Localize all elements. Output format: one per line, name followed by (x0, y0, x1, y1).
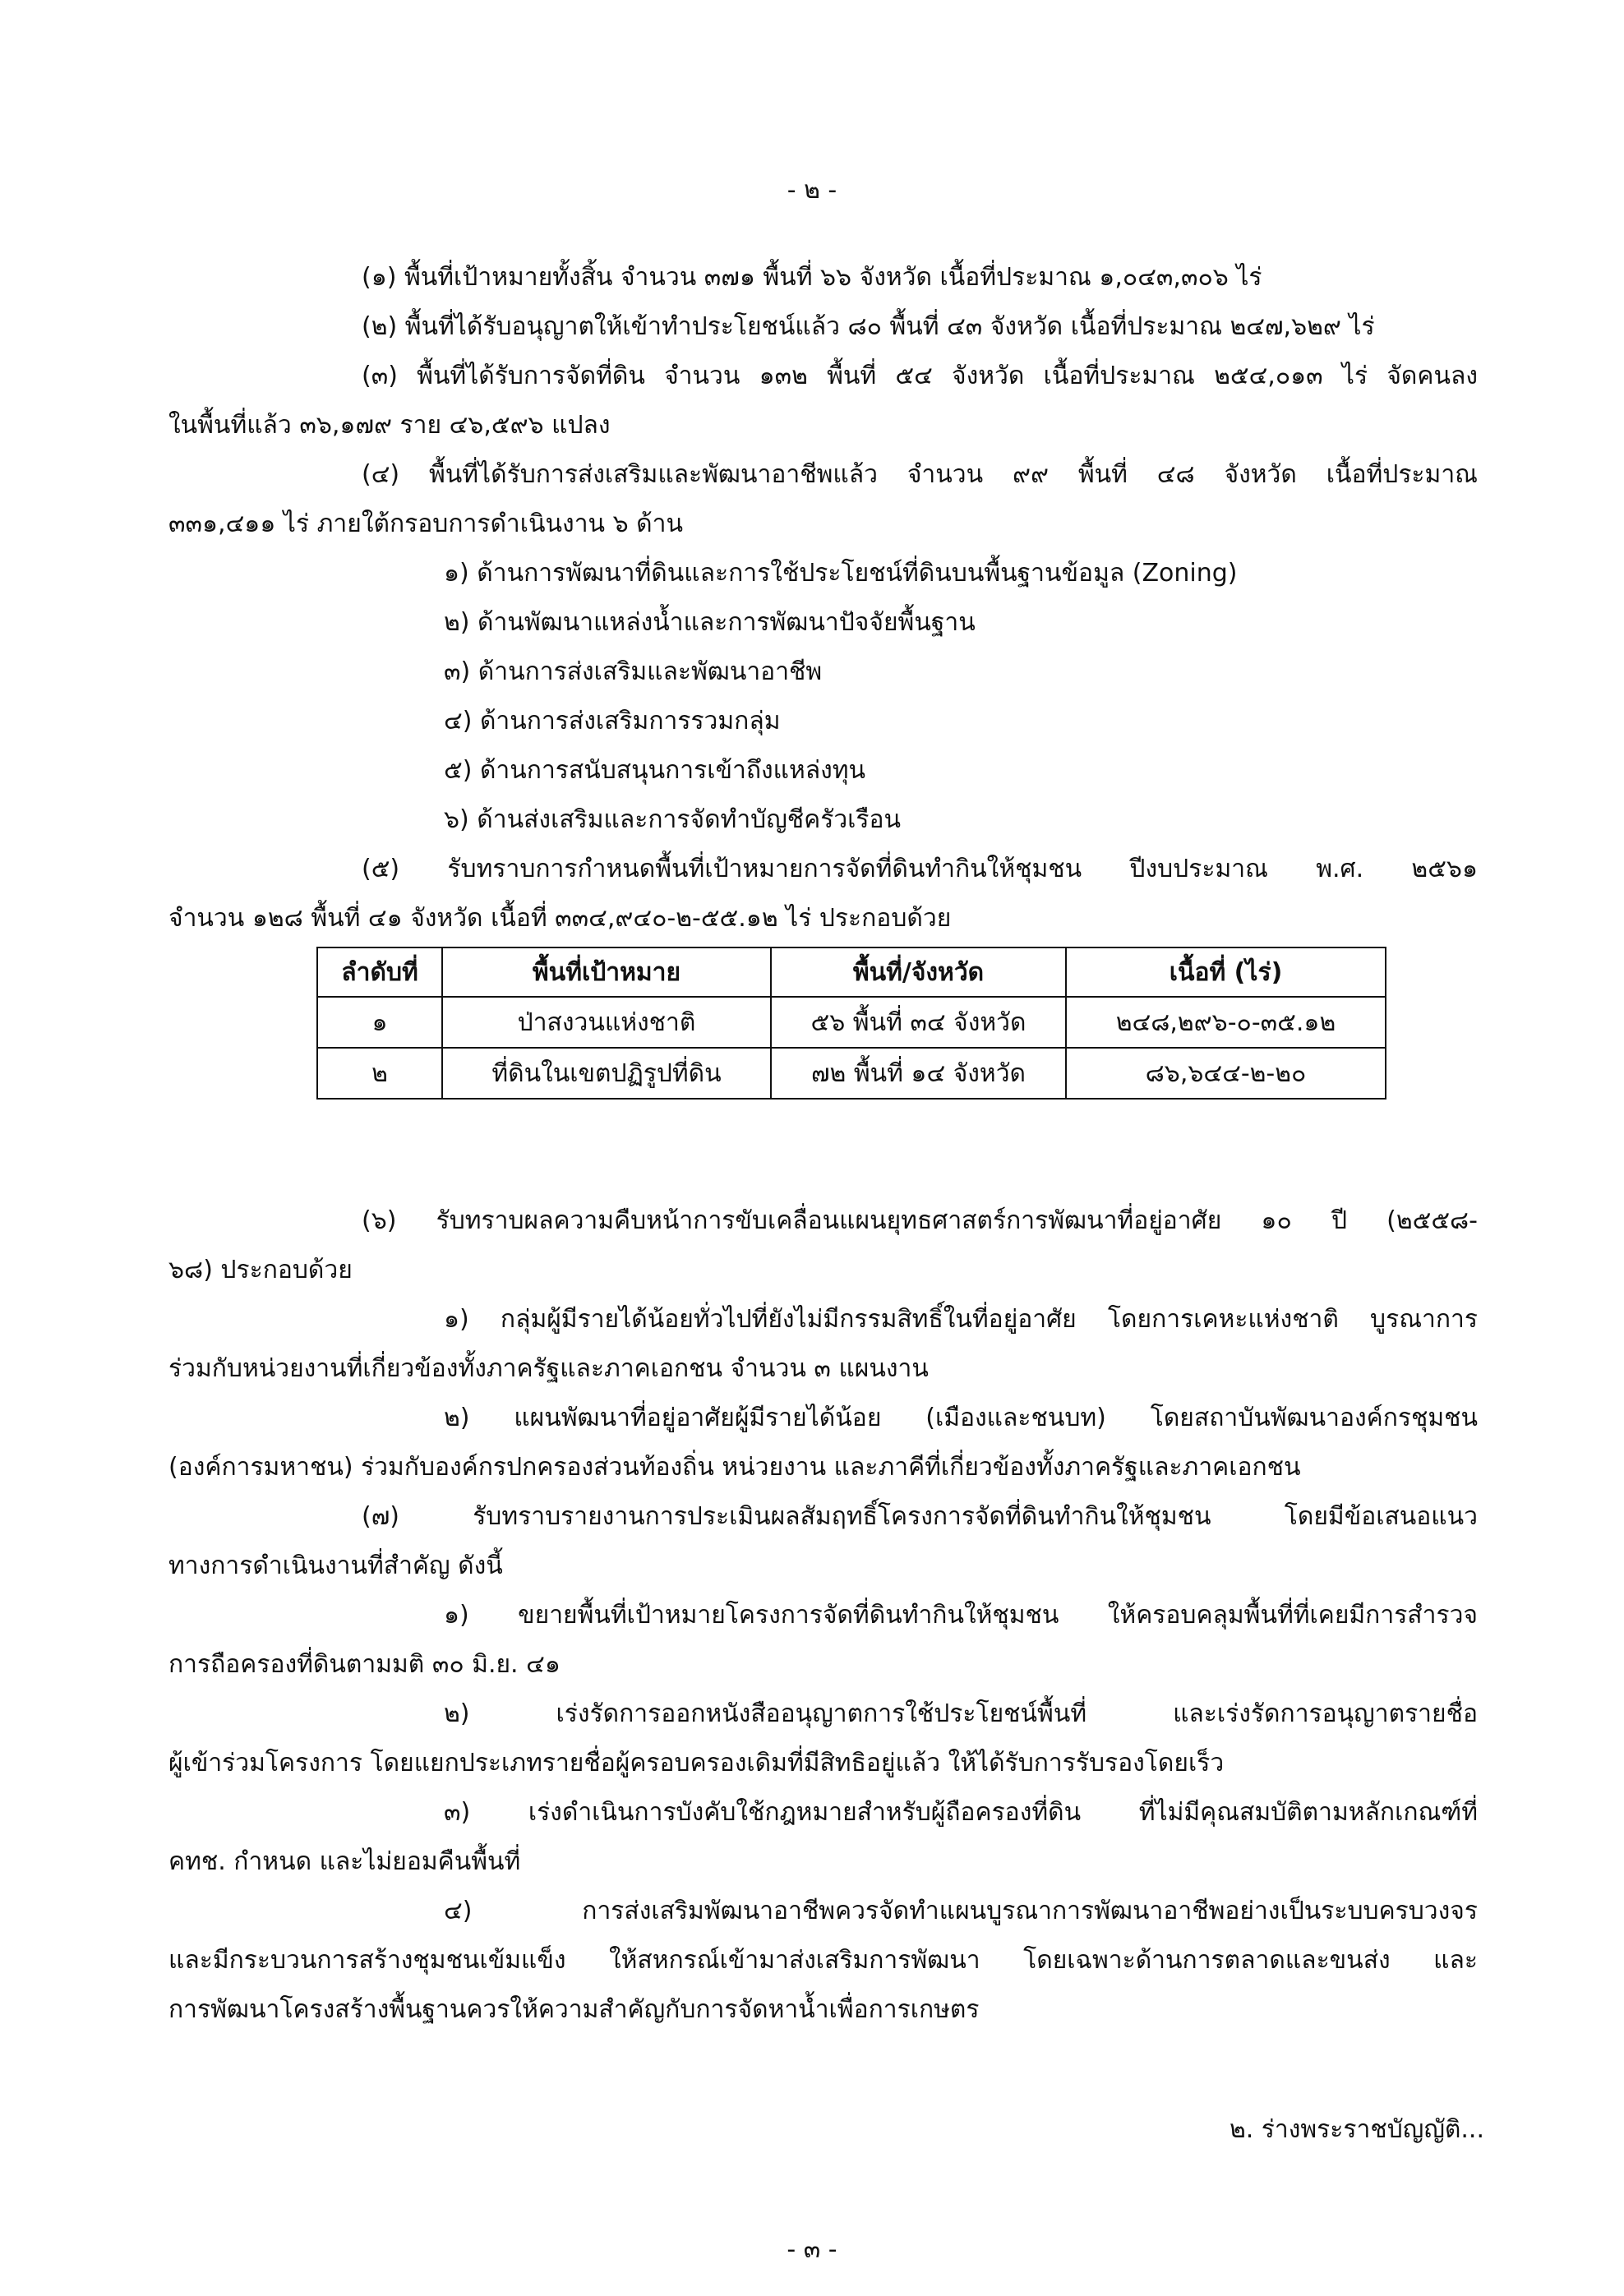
sub-item-7-4-line-1: ๔) การส่งเสริมพัฒนาอาชีพควรจัดทำแผนบูรณาการพัฒนาอาชีพอย่างเป็นระบบครบวงจร (444, 1897, 1478, 1925)
paragraph-4-line-1: (๔) พื้นที่ได้รับการส่งเสริมและพัฒนาอาชีพแล้ว จำนวน ๙๙ พื้นที่ ๔๘ จังหวัด เนื้อที่ประมาณ (362, 460, 1478, 489)
sub-item-7-1-line-1: ๑) ขยายพื้นที่เป้าหมายโครงการจัดที่ดินทำกินให้ชุมชน ให้ครอบคลุมพื้นที่ที่เคยมีการสำรวจ (444, 1601, 1478, 1630)
paragraph-4-line-2: ๓๓๑,๔๑๑ ไร่ ภายใต้กรอบการดำเนินงาน ๖ ด้าน (168, 509, 684, 538)
paragraph-7-line-2: ทางการดำเนินงานที่สำคัญ ดังนี้ (168, 1551, 503, 1580)
table-header-row (317, 947, 1386, 997)
cell-order: ๑ (317, 997, 442, 1048)
sub-item-7-2-line-2: ผู้เข้าร่วมโครงการ โดยแยกประเภทรายชื่อผู้ครอบครองเดิมที่มีสิทธิอยู่แล้ว ให้ได้รับการรับรองโดยเร็ว (168, 1749, 1225, 1777)
header-target-area: พื้นที่เป้าหมาย (442, 947, 771, 997)
sub-item-4-2: ๒) ด้านพัฒนาแหล่งน้ำและการพัฒนาปัจจัยพื้นฐาน (444, 608, 976, 637)
cell-area-province: ๕๖ พื้นที่ ๓๔ จังหวัด (771, 997, 1066, 1048)
header-order: ลำดับที่ (317, 947, 442, 997)
sub-item-4-5: ๕) ด้านการสนับสนุนการเข้าถึงแหล่งทุน (444, 756, 866, 785)
paragraph-3-line-1: (๓) พื้นที่ได้รับการจัดที่ดิน จำนวน ๑๓๒ พื้นที่ ๕๔ จังหวัด เนื้อที่ประมาณ ๒๕๔,๐๑๓ ไร่ จัดคนลง (362, 362, 1478, 390)
paragraph-6-line-2: ๖๘) ประกอบด้วย (168, 1256, 353, 1284)
cell-target-area: ป่าสงวนแห่งชาติ (442, 997, 771, 1048)
table-row (317, 997, 1386, 1048)
sub-item-7-1-line-2: การถือครองที่ดินตามมติ ๓๐ มิ.ย. ๔๑ (168, 1650, 561, 1679)
paragraph-5-line-2: จำนวน ๑๒๘ พื้นที่ ๔๑ จังหวัด เนื้อที่ ๓๓๔,๙๔๐-๒-๕๕.๑๒ ไร่ ประกอบด้วย (168, 904, 952, 933)
cell-area-province: ๗๒ พื้นที่ ๑๔ จังหวัด (771, 1048, 1066, 1099)
header-size-rai: เนื้อที่ (ไร่) (1066, 947, 1386, 997)
cell-target-area: ที่ดินในเขตปฏิรูปที่ดิน (442, 1048, 771, 1099)
sub-item-6-1-line-2: ร่วมกับหน่วยงานที่เกี่ยวข้องทั้งภาครัฐและภาคเอกชน จำนวน ๓ แผนงาน (168, 1354, 929, 1383)
sub-item-6-2-line-1: ๒) แผนพัฒนาที่อยู่อาศัยผู้มีรายได้น้อย (เมืองและชนบท) โดยสถาบันพัฒนาองค์กรชุมชน (444, 1404, 1478, 1432)
cell-size-rai: ๘๖,๖๔๔-๒-๒๐ (1066, 1048, 1386, 1099)
header-area-province: พื้นที่/จังหวัด (771, 947, 1066, 997)
target-area-table (316, 947, 1386, 1100)
paragraph-6-line-1: (๖) รับทราบผลความคืบหน้าการขับเคลื่อนแผนยุทธศาสตร์การพัฒนาที่อยู่อาศัย ๑๐ ปี (๒๕๕๘- (362, 1206, 1478, 1235)
sub-item-4-4: ๔) ด้านการส่งเสริมการรวมกลุ่ม (444, 707, 781, 735)
sub-item-4-3: ๓) ด้านการส่งเสริมและพัฒนาอาชีพ (444, 657, 823, 686)
cell-order: ๒ (317, 1048, 442, 1099)
sub-item-7-3-line-1: ๓) เร่งดำเนินการบังคับใช้กฎหมายสำหรับผู้ถือครองที่ดิน ที่ไม่มีคุณสมบัติตามหลักเกณฑ์ที่ (444, 1798, 1478, 1827)
paragraph-5-line-1: (๕) รับทราบการกำหนดพื้นที่เป้าหมายการจัดที่ดินทำกินให้ชุมชน ปีงบประมาณ พ.ศ. ๒๕๖๑ (362, 855, 1478, 883)
paragraph-7-line-1: (๗) รับทราบรายงานการประเมินผลสัมฤทธิ์โครงการจัดที่ดินทำกินให้ชุมชน โดยมีข้อเสนอแนว (362, 1502, 1478, 1531)
sub-item-6-1-line-1: ๑) กลุ่มผู้มีรายได้น้อยทั่วไปที่ยังไม่มีกรรมสิทธิ์ในที่อยู่อาศัย โดยการเคหะแห่งชาติ บูรณาการ (444, 1305, 1478, 1334)
sub-item-4-6: ๖) ด้านส่งเสริมและการจัดทำบัญชีครัวเรือน (444, 805, 902, 834)
continuation-marker: ๒. ร่างพระราชบัญญัติ... (1229, 2115, 1484, 2144)
table-row (317, 1048, 1386, 1099)
sub-item-7-3-line-2: คทช. กำหนด และไม่ยอมคืนพื้นที่ (168, 1847, 521, 1876)
paragraph-3-line-2: ในพื้นที่แล้ว ๓๖,๑๗๙ ราย ๔๖,๕๙๖ แปลง (168, 411, 611, 440)
cell-size-rai: ๒๔๘,๒๙๖-๐-๓๕.๑๒ (1066, 997, 1386, 1048)
sub-item-7-4-line-2: และมีกระบวนการสร้างชุมชนเข้มแข็ง ให้สหกรณ์เข้ามาส่งเสริมการพัฒนา โดยเฉพาะด้านการตลาดและขนส่ง และ (168, 1946, 1478, 1975)
paragraph-2: (๒) พื้นที่ได้รับอนุญาตให้เข้าทำประโยชน์แล้ว ๘๐ พื้นที่ ๔๓ จังหวัด เนื้อที่ประมาณ ๒๔๗,๖๒๙ ไร่ (362, 312, 1375, 341)
paragraph-1: (๑) พื้นที่เป้าหมายทั้งสิ้น จำนวน ๓๗๑ พื้นที่ ๖๖ จังหวัด เนื้อที่ประมาณ ๑,๐๔๓,๓๐๖ ไร่ (362, 263, 1262, 292)
sub-item-7-2-line-1: ๒) เร่งรัดการออกหนังสืออนุญาตการใช้ประโยชน์พื้นที่ และเร่งรัดการอนุญาตรายชื่อ (444, 1699, 1478, 1728)
sub-item-7-4-line-3: การพัฒนาโครงสร้างพื้นฐานควรให้ความสำคัญกับการจัดหาน้ำเพื่อการเกษตร (168, 1995, 980, 2024)
sub-item-4-1: ๑) ด้านการพัฒนาที่ดินและการใช้ประโยชน์ที่ดินบนพื้นฐานข้อมูล (Zoning) (444, 559, 1238, 588)
sub-item-6-2-line-2: (องค์การมหาชน) ร่วมกับองค์กรปกครองส่วนท้องถิ่น หน่วยงาน และภาคีที่เกี่ยวข้องทั้งภาครัฐและภาคเอกชน (168, 1453, 1301, 1482)
header-page-number: - ๒ - (787, 176, 837, 205)
footer-page-number: - ๓ - (787, 2235, 837, 2264)
